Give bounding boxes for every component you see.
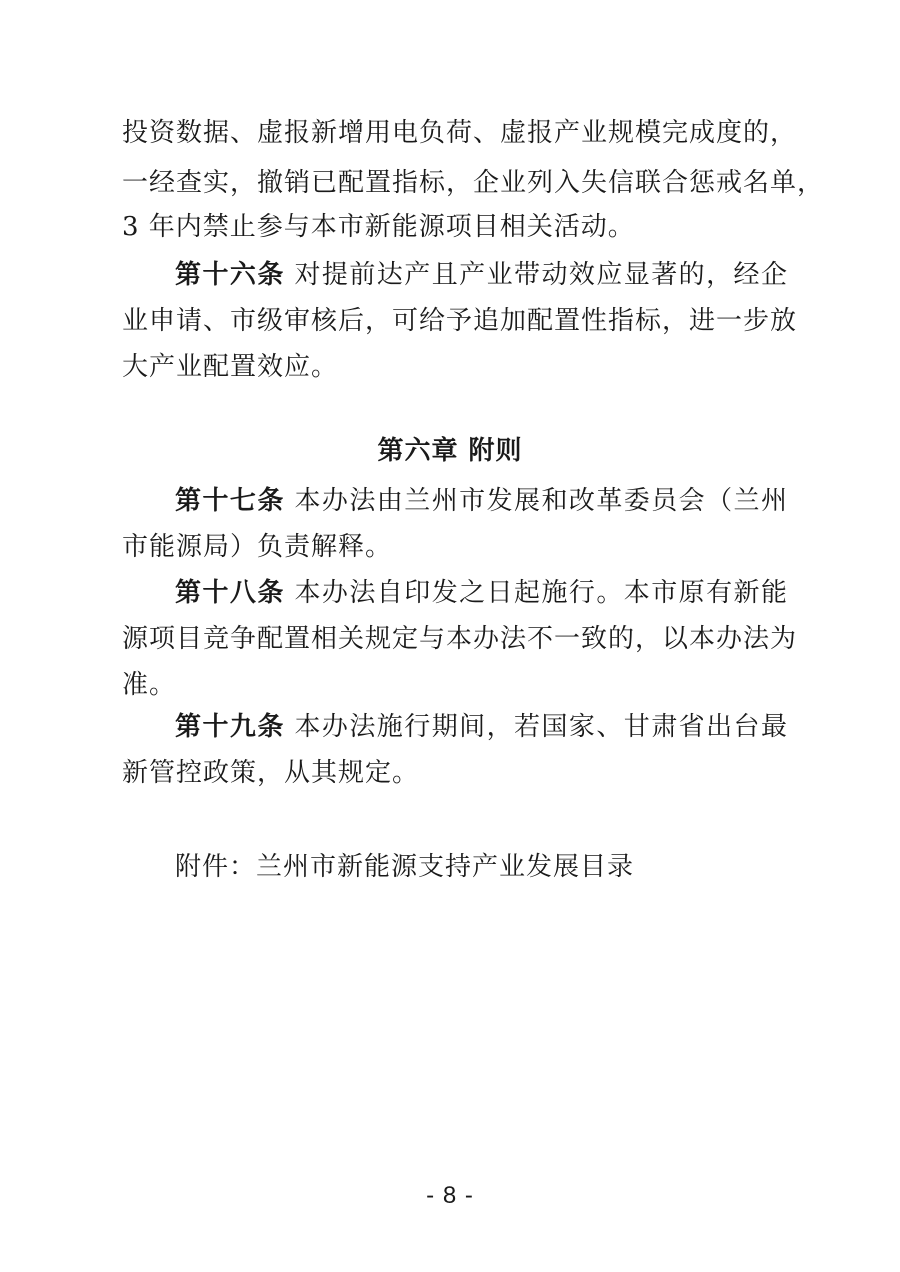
- article-16-line-2: 业申请、市级审核后，可给予追加配置性指标，进一步放: [122, 306, 798, 336]
- article-18-line-3: 准。: [122, 670, 177, 700]
- continuation-line-1: 投资数据、虚报新增用电负荷、虚报产业规模完成度的，: [122, 118, 798, 148]
- article-18-label: 第十八条: [175, 578, 285, 608]
- article-19-line-2: 新管控政策，从其规定。: [122, 758, 420, 788]
- continuation-line-2: 一经查实，撤销已配置指标，企业列入失信联合惩戒名单，: [122, 168, 825, 198]
- article-18-line-1: [175, 578, 788, 608]
- continuation-line-3: 3 年内禁止参与本市新能源项目相关活动。: [122, 212, 635, 242]
- article-19-label: 第十九条: [175, 712, 285, 742]
- article-18-text-1: 本办法自印发之日起施行。本市原有新能: [294, 578, 788, 608]
- article-16-label: 第十六条: [175, 260, 285, 290]
- article-16-line-3: 大产业配置效应。: [122, 352, 339, 382]
- page-number: - 8 -: [426, 1182, 474, 1209]
- article-19-line-1: [175, 712, 788, 742]
- article-17-line-1: [175, 486, 788, 516]
- article-16-text-1: 对提前达产且产业带动效应显著的，经企: [294, 260, 788, 290]
- article-17-label: 第十七条: [175, 486, 285, 516]
- attachment-line: 附件：兰州市新能源支持产业发展目录: [175, 852, 635, 882]
- article-17-text-1: 本办法由兰州市发展和改革委员会（兰州: [294, 486, 788, 516]
- article-16-line-1: [175, 260, 788, 290]
- article-17-line-2: 市能源局）负责解释。: [122, 532, 393, 562]
- article-19-text-1: 本办法施行期间，若国家、甘肃省出台最: [294, 712, 788, 742]
- article-18-line-2: 源项目竞争配置相关规定与本办法不一致的，以本办法为: [122, 624, 798, 654]
- chapter-6-heading: 第六章 附则: [377, 436, 523, 466]
